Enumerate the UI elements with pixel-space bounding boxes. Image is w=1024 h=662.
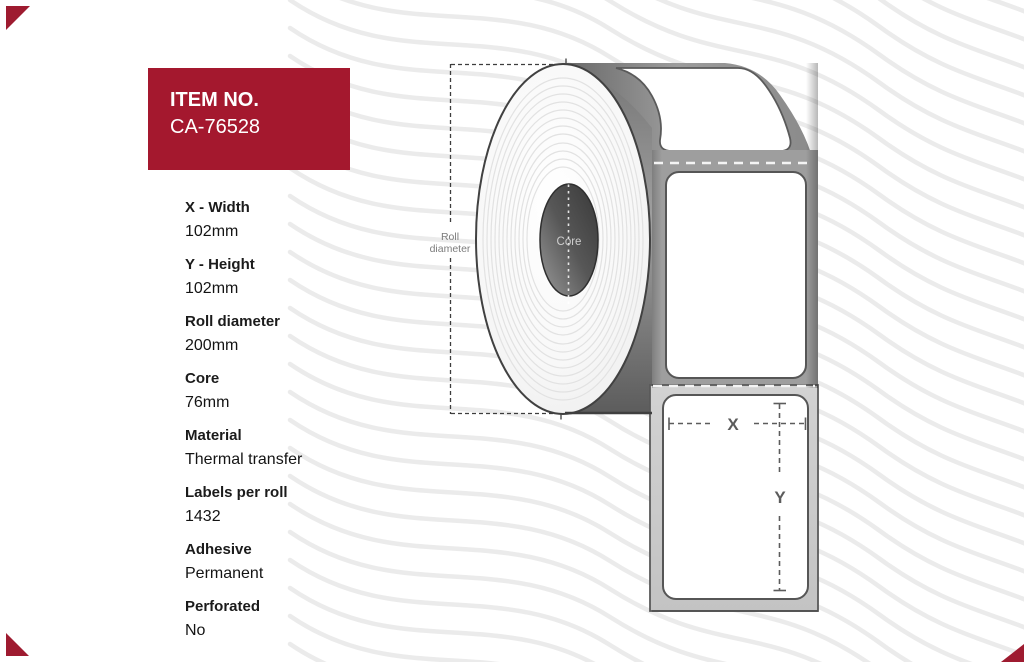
spec-list [185,199,415,655]
y-dim-label: Y [774,488,786,507]
spec-value: 1432 [185,508,221,525]
spec-adhesive [185,541,415,583]
spec-value: 102mm [185,223,239,240]
spec-value: Permanent [185,565,264,582]
spec-value: 102mm [185,280,239,297]
item-number-code: CA-76528 [170,116,261,138]
spec-label: Labels per roll [185,484,288,501]
core-label: Core [556,236,582,248]
spec-label: X - Width [185,199,250,216]
spec-value: 76mm [185,394,230,411]
item-number-title: ITEM NO. [170,89,259,111]
strip-left-edge-shade [652,150,662,388]
x-dim-label: X [727,415,739,434]
spec-y-height [185,256,415,298]
spec-label: Core [185,370,220,387]
spec-core [185,370,415,412]
spec-label: Y - Height [185,256,255,273]
spec-label: Material [185,427,242,444]
spec-material [185,427,415,469]
spec-roll-diameter [185,313,415,355]
label-middle [666,172,806,378]
spec-label: Roll diameter [185,313,281,330]
spec-labels-per-roll [185,484,415,526]
item-number-box [148,68,350,170]
spec-x-width [185,199,415,241]
spec-value: Thermal transfer [185,451,303,468]
spec-value: 200mm [185,337,239,354]
strip-right-edge-shade [806,63,818,388]
spec-label: Adhesive [185,541,252,558]
corner-accent-top-left [6,6,30,30]
spec-perforated [185,598,415,640]
roll-diameter-label-line2: diameter [429,243,471,255]
spec-label: Perforated [185,598,261,615]
corner-accent-bottom-left [6,633,29,656]
spec-value: No [185,622,206,639]
roll-diameter-label-line1: Roll [440,231,460,243]
